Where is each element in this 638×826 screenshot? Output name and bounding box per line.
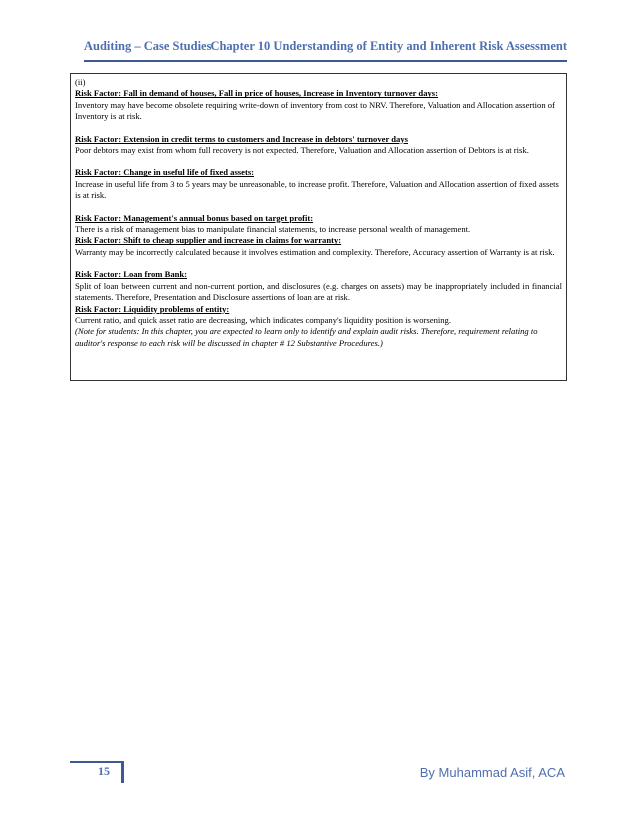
risk-heading: Risk Factor: Management's annual bonus based on target profit: <box>75 212 314 223</box>
risk-heading: Risk Factor: Shift to cheap supplier and increase in claims for warranty: <box>75 235 342 246</box>
risk-text: There is a risk of management bias to manipulate financial statements, to increase personal wealth of management. <box>75 224 471 235</box>
risk-heading: Risk Factor: Loan from Bank: <box>75 269 188 280</box>
footer-author: By Muhammad Asif, ACA <box>419 765 565 780</box>
student-note: (Note for students: In this chapter, you are expected to learn only to identify and explain audit risks. Therefore, requirement relating to auditor's response to each risk will be discussed in chapter # 12 Substantive Procedures.) <box>75 326 538 348</box>
risk-text: Inventory may have become obsolete requiring write-down of inventory from cost to NRV. Therefore, Valuation and Allocation assertion of Inventory is at risk. <box>75 99 555 122</box>
header-book-title: Auditing – Case Studies <box>84 39 212 53</box>
section-label: (ii) <box>75 77 86 87</box>
risk-text: Poor debtors may exist from whom full recovery is not expected. Therefore, Valuation and Allocation assertion of Debtors is at risk. <box>75 145 529 156</box>
risk-text: Current ratio, and quick asset ratio are decreasing, which indicates company's liquidity position is worsening. <box>75 314 452 325</box>
header-chapter-title: Chapter 10 Understanding of Entity and Inherent Risk Assessment <box>210 39 567 53</box>
page-number-divider <box>121 761 124 783</box>
footer-rule <box>70 761 123 763</box>
risk-heading: Risk Factor: Fall in demand of houses, Fall in price of houses, Increase in Inventory turnover days: <box>75 88 439 99</box>
risk-text: Split of loan between current and non-current portion, and disclosures (e.g. charges on assets) may be inappropriately included in financial statements. Therefore, Presentation and Disclosure assertions of loan are at risk. <box>75 280 562 303</box>
page-header <box>84 38 567 62</box>
risk-text: Increase in useful life from 3 to 5 years may be unreasonable, to increase profit. Therefore, Valuation and Allocation assertion of fixed assets is at risk. <box>75 178 559 201</box>
page-number: 15 <box>98 764 110 778</box>
risk-heading: Risk Factor: Liquidity problems of entity: <box>75 303 230 314</box>
risk-heading: Risk Factor: Extension in credit terms to customers and Increase in debtors' turnover days <box>75 133 408 144</box>
answer-box <box>70 73 567 381</box>
risk-text: Warranty may be incorrectly calculated because it involves estimation and complexity. Therefore, Accuracy assertion of Warranty is at risk. <box>75 246 555 257</box>
risk-heading: Risk Factor: Change in useful life of fixed assets: <box>75 167 255 178</box>
